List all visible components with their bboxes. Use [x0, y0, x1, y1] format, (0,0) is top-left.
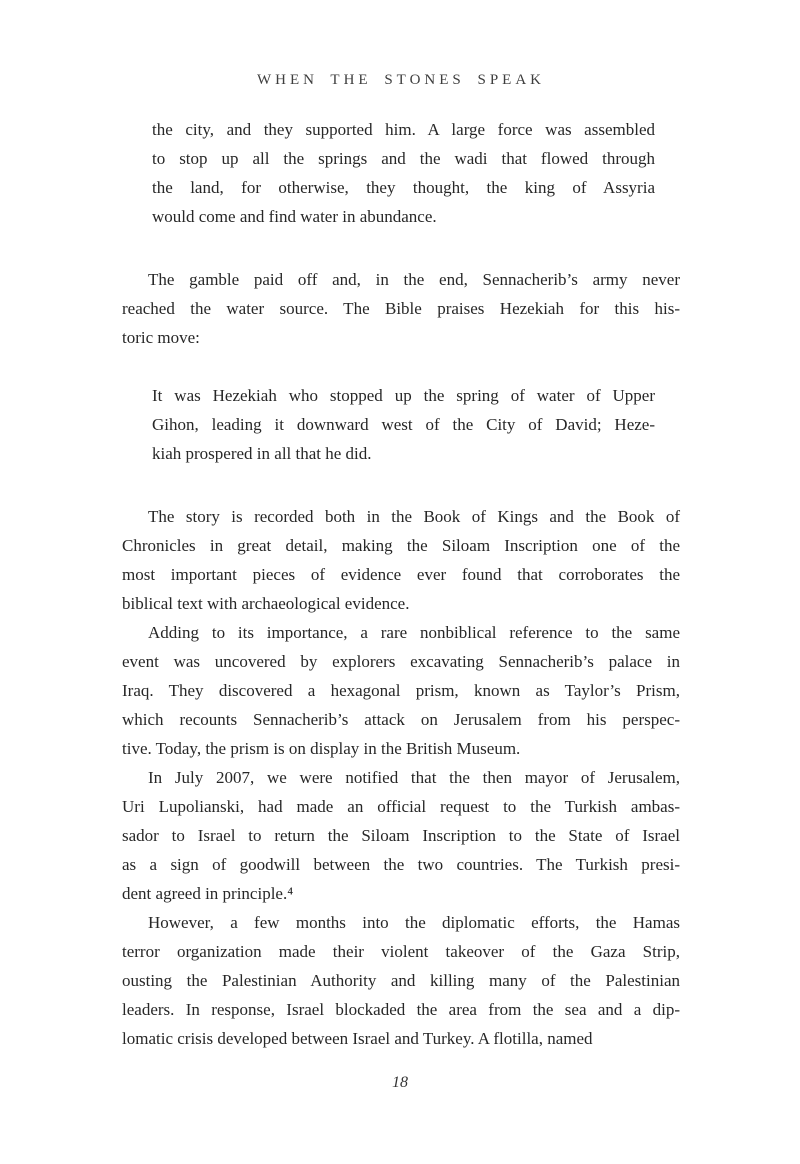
- text-line: to stop up all the springs and the wadi that flowed through: [152, 149, 655, 168]
- paragraph: [122, 908, 680, 1053]
- text-line: toric move:: [122, 328, 200, 347]
- text-line: reached the water source. The Bible praises Hezekiah for this his-: [122, 299, 680, 318]
- text-line: sador to Israel to return the Siloam Inscription to the State of Israel: [122, 826, 680, 845]
- text-line: as a sign of goodwill between the two countries. The Turkish presi-: [122, 855, 680, 874]
- text-line: The story is recorded both in the Book of Kings and the Book of: [148, 507, 680, 526]
- text-line: the land, for otherwise, they thought, the king of Assyria: [152, 178, 655, 197]
- paragraph: [122, 265, 680, 352]
- text-line: which recounts Sennacherib’s attack on Jerusalem from his perspec-: [122, 710, 680, 729]
- text-line: The gamble paid off and, in the end, Sennacherib’s army never: [148, 270, 680, 289]
- text-line: Gihon, leading it downward west of the City of David; Heze-: [152, 415, 655, 434]
- text-line: event was uncovered by explorers excavating Sennacherib’s palace in: [122, 652, 680, 671]
- text-line: In July 2007, we were notified that the then mayor of Jerusalem,: [148, 768, 680, 787]
- block-quote: [152, 381, 655, 468]
- text-line: Adding to its importance, a rare nonbiblical reference to the same: [148, 623, 680, 642]
- text-line: However, a few months into the diplomatic efforts, the Hamas: [148, 913, 680, 932]
- text-line: Uri Lupolianski, had made an official request to the Turkish ambas-: [122, 797, 680, 816]
- text-line: would come and find water in abundance.: [152, 207, 437, 226]
- text-line: ousting the Palestinian Authority and killing many of the Palestinian: [122, 971, 680, 990]
- text-line: It was Hezekiah who stopped up the spring of water of Upper: [152, 386, 655, 405]
- paragraph: [122, 502, 680, 618]
- text-line: Iraq. They discovered a hexagonal prism, known as Taylor’s Prism,: [122, 681, 680, 700]
- text-line: most important pieces of evidence ever found that corroborates the: [122, 565, 680, 584]
- text-line: leaders. In response, Israel blockaded the area from the sea and a dip-: [122, 1000, 680, 1019]
- text-line: Chronicles in great detail, making the Siloam Inscription one of the: [122, 536, 680, 555]
- text-line: tive. Today, the prism is on display in the British Museum.: [122, 739, 521, 758]
- page-body: [122, 90, 680, 1053]
- running-header: WHEN THE STONES SPEAK: [256, 72, 546, 88]
- text-line: dent agreed in principle.⁴: [122, 884, 294, 903]
- text-line: terror organization made their violent takeover of the Gaza Strip,: [122, 942, 680, 961]
- text-line: the city, and they supported him. A large force was assembled: [152, 120, 655, 139]
- page-number: 18: [392, 1074, 408, 1091]
- paragraph: [122, 618, 680, 763]
- block-quote: [152, 115, 655, 231]
- paragraph: [122, 763, 680, 908]
- text-line: kiah prospered in all that he did.: [152, 444, 372, 463]
- text-line: lomatic crisis developed between Israel and Turkey. A flotilla, named: [122, 1029, 593, 1048]
- text-line: biblical text with archaeological evidence.: [122, 594, 410, 613]
